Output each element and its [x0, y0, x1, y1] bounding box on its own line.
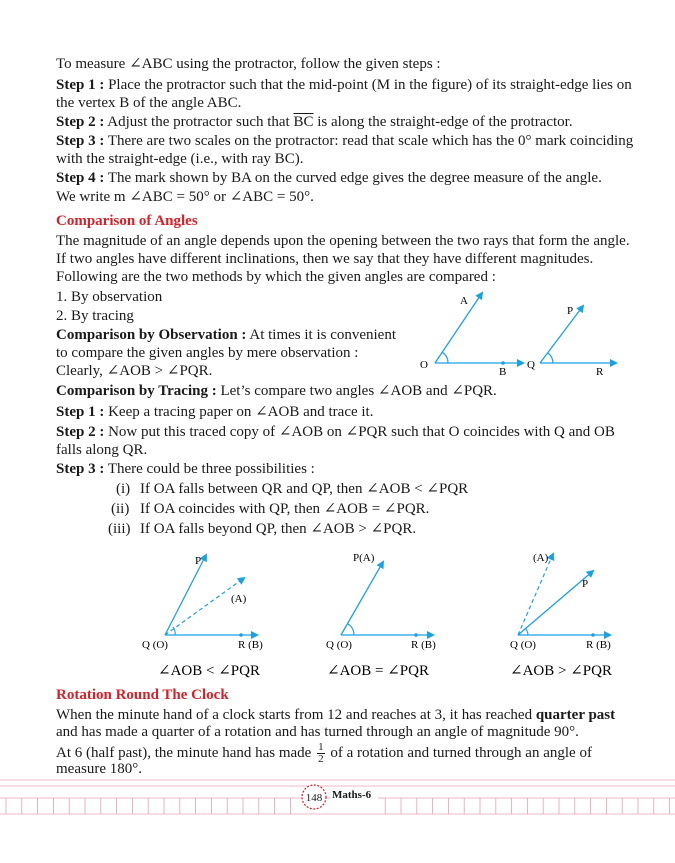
ray-qp-1 [165, 555, 206, 635]
label-p-1: P [195, 555, 202, 567]
caption-greater: ∠AOB > ∠PQR [510, 663, 612, 679]
angles-figure [410, 286, 630, 381]
tracing-step-2: Step 2 : Now put this traced copy of ∠AOB on ∠PQR such that O coincides with Q and OB [56, 424, 615, 440]
arc-aob [442, 352, 448, 363]
clearly-line: Clearly, ∠AOB > ∠PQR. [56, 363, 213, 379]
observation-text: Comparison by Observation : At times it is convenient [56, 327, 397, 343]
case-greater [510, 552, 612, 679]
angle-aob [420, 293, 523, 378]
caption-equal: ∠AOB = ∠PQR [327, 663, 429, 679]
paragraph-inclination: If two angles have different inclinations, then we say that they have different magnitudes. [56, 251, 594, 267]
tracing-step-1: Step 1 : Keep a tracing paper on ∠AOB and trace it. [56, 404, 374, 420]
tracing-step-2-cont: falls along QR. [56, 442, 148, 458]
label-a-1: (A) [231, 593, 247, 605]
step-3: Step 3 : There are two scales on the protractor: read that scale which has the 0° mark coinciding [56, 133, 634, 149]
label-a-3: (A) [533, 552, 549, 564]
ray-oa-1 [165, 578, 244, 635]
step-4: Step 4 : The mark shown by BA on the curved edge gives the degree measure of the angle. [56, 170, 602, 186]
section-heading-rotation: Rotation Round The Clock [56, 687, 229, 703]
ray-oa-3 [518, 554, 553, 635]
rotation-p2-cont: measure 180°. [56, 761, 142, 777]
tracing-step-3: Step 3 : There could be three possibilities : [56, 461, 315, 477]
label-r: R [596, 366, 604, 378]
case-less [142, 555, 263, 679]
label-p: P [567, 305, 574, 317]
label-b: B [499, 366, 507, 378]
label-o: O [420, 359, 428, 371]
label-rb-1: R (B) [238, 639, 263, 651]
label-pa-2: P(A) [353, 552, 375, 564]
possibility-1: (i) If OA falls between QR and QP, then ∠AOB < ∠PQR [116, 481, 469, 497]
angle-pqr [527, 305, 616, 378]
label-q: Q [527, 359, 535, 371]
arc-pqr [548, 353, 553, 363]
rotation-p2: At 6 (half past), the minute hand has made $\frac{1}{2}$ of a rotation and turned through an angle of [56, 741, 592, 765]
fraction-half: $\frac{1}{2}$ [318, 741, 324, 765]
paragraph-methods: Following are the two methods by which the given angles are compared : [56, 269, 496, 285]
method-1: 1. By observation [56, 289, 163, 305]
possibility-2: (ii) If OA coincides with QP, then ∠AOB = ∠PQR. [111, 501, 430, 517]
label-rb-3: R (B) [586, 639, 611, 651]
rotation-p1-cont: and has made a quarter of a rotation and has turned through an angle of magnitude 90°. [56, 724, 579, 740]
ray-qp [540, 306, 583, 363]
write-line: We write m ∠ABC = 50° or ∠ABC = 50°. [56, 189, 314, 205]
method-2: 2. By tracing [56, 308, 134, 324]
label-qo-1: Q (O) [142, 639, 168, 651]
label-qo-3: Q (O) [510, 639, 536, 651]
paragraph-magnitude: The magnitude of an angle depends upon the opening between the two rays that form the angle. [56, 233, 630, 249]
step-2: Step 2 : Adjust the protractor such that $\overline{BC}$ is along the straight-edge of the protractor. [56, 114, 573, 130]
label-a: A [460, 295, 468, 307]
book-title: Maths-6 [332, 789, 372, 801]
label-p-3: P [582, 578, 589, 590]
rotation-p1: When the minute hand of a clock starts from 12 and reaches at 3, it has reached quarter past [56, 707, 616, 723]
step-1: Step 1 : Place the protractor such that the mid-point (M in the figure) of its straight-edge lies on [56, 77, 632, 93]
section-heading-comparison: Comparison of Angles [56, 213, 198, 229]
observation-text-cont: to compare the given angles by mere observation : [56, 345, 359, 361]
footer-grid [0, 776, 675, 816]
label-qo-2: Q (O) [326, 639, 352, 651]
ray-qp-2 [341, 562, 383, 635]
possibility-3: (iii) If OA falls beyond QP, then ∠AOB > ∠PQR. [108, 521, 417, 537]
step-1-cont: the vertex B of the angle ABC. [56, 95, 242, 111]
case-equal [326, 552, 436, 679]
caption-less: ∠AOB < ∠PQR [158, 663, 260, 679]
tracing-figures [140, 545, 630, 680]
tracing-intro: Comparison by Tracing : Let’s compare two angles ∠AOB and ∠PQR. [56, 383, 497, 399]
label-rb-2: R (B) [411, 639, 436, 651]
step-3-cont: with the straight-edge (i.e., with ray BC). [56, 151, 304, 167]
page-number: 148 [305, 792, 323, 804]
intro-text: To measure ∠ABC using the protractor, follow the given steps : [56, 56, 441, 72]
